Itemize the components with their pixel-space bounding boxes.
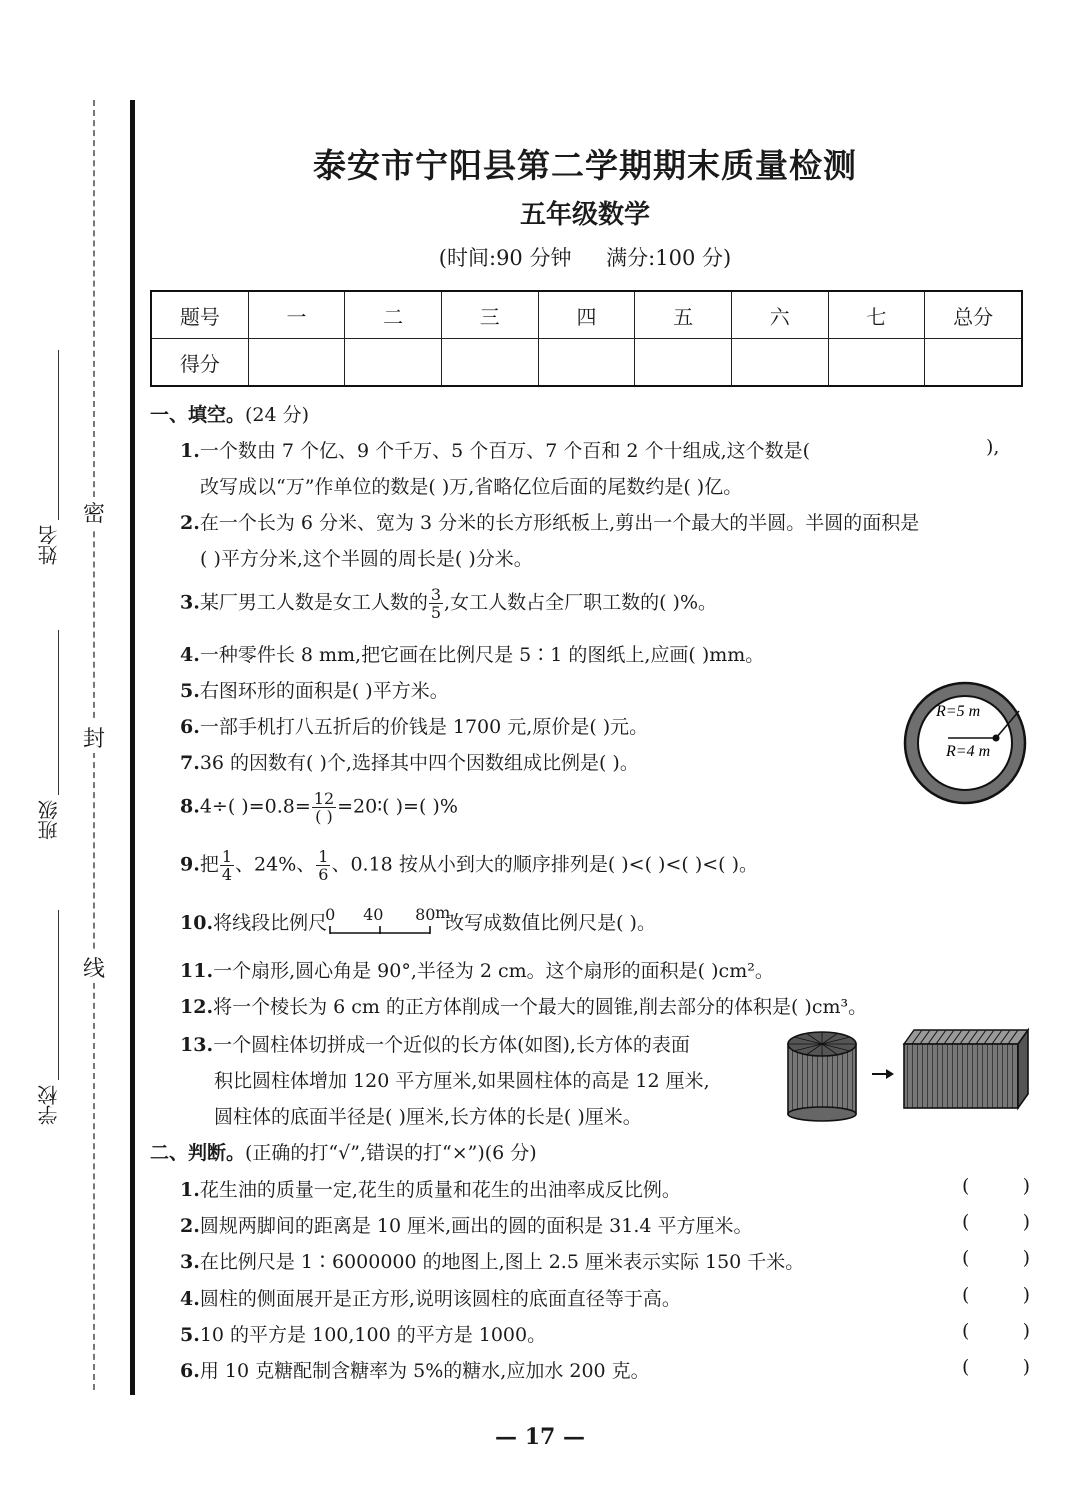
paren-close: ) [1022, 1247, 1030, 1269]
answer-blank[interactable] [962, 1356, 1030, 1378]
paren-close: ) [1022, 1356, 1030, 1378]
question-text: ,女工人数占全厂职工数的( )%。 [444, 591, 718, 614]
question-1-end: ), [986, 436, 1000, 458]
question-text: 一种零件长 8 mm,把它画在比例尺是 5∶1 的图纸上,应画( )mm。 [199, 644, 765, 666]
answer-blank[interactable] [962, 1284, 1030, 1306]
ring-outer-label: R=5 m [936, 703, 981, 720]
question-1-line1 [180, 436, 810, 463]
question-6 [180, 712, 648, 739]
question-3 [180, 586, 717, 621]
margin-rule [130, 100, 135, 1395]
question-text: 改写成数值比例尺是( )。 [445, 912, 656, 934]
fraction-denominator: ( ) [315, 807, 333, 826]
class-label: 班级 [37, 800, 61, 840]
paren-close: ) [1022, 1175, 1030, 1197]
score-cell: 四 [538, 291, 635, 339]
fraction [429, 586, 443, 621]
question-number: 6. [180, 1360, 200, 1382]
class-line [58, 630, 59, 795]
question-text: 将线段比例尺 [213, 912, 328, 934]
score-input-cell[interactable] [635, 339, 732, 387]
fraction-denominator: 6 [318, 865, 329, 884]
score-input-cell[interactable] [538, 339, 635, 387]
question-text: =20∶( )=( )% [337, 795, 458, 818]
question-text: 在一个长为 6 分米、宽为 3 分米的长方形纸板上,剪出一个最大的半圆。半圆的面积是 [199, 512, 920, 534]
school-label: 学校 [37, 1085, 61, 1125]
score-cell: 一 [248, 291, 345, 339]
paren-open: ( [962, 1356, 970, 1378]
scale-tick-label: 80 [415, 905, 436, 924]
judge-item-2 [180, 1211, 753, 1238]
question-number: 5. [180, 680, 200, 702]
question-text: 、24%、 [235, 853, 316, 876]
question-text: 36 的因数有( )个,选择其中四个因数组成比例是( )。 [199, 752, 639, 774]
question-text: 、0.18 按从小到大的顺序排列是( )<( )<( )<( )。 [331, 853, 759, 876]
question-number: 8. [180, 795, 200, 818]
answer-blank[interactable] [962, 1175, 1030, 1197]
question-text: 一部手机打八五折后的价钱是 1700 元,原价是( )元。 [199, 716, 649, 738]
answer-blank[interactable] [962, 1247, 1030, 1269]
section2-title: 二、判断。 [150, 1142, 246, 1164]
page-number: — 17 — [495, 1424, 585, 1450]
exam-time: (时间:90 分钟 [438, 246, 572, 270]
question-number: 10. [180, 912, 214, 934]
fraction-denominator: 5 [430, 603, 442, 622]
scale-bar [327, 923, 433, 935]
question-number: 2. [180, 1215, 200, 1237]
question-number: 2. [180, 512, 200, 534]
question-text: 把 [199, 853, 219, 876]
question-text: 一个圆柱体切拼成一个近似的长方体(如图),长方体的表面 [213, 1034, 690, 1056]
section2-points: (正确的打“√”,错误的打“×”)(6 分) [245, 1142, 537, 1164]
paren-open: ( [962, 1320, 970, 1342]
score-cell: 二 [345, 291, 442, 339]
question-1-line2: 改写成以“万”作单位的数是( )万,省略亿位后面的尾数约是( )亿。 [200, 476, 743, 498]
scale-unit: m [435, 903, 451, 922]
ring-figure [900, 678, 1030, 808]
section1-points: (24 分) [245, 404, 310, 426]
score-table [150, 290, 1023, 387]
question-number: 11. [180, 960, 214, 982]
question-text: 圆规两脚间的距离是 10 厘米,画出的圆的面积是 31.4 平方厘米。 [199, 1215, 753, 1237]
judge-item-6 [180, 1356, 650, 1383]
question-number: 6. [180, 716, 200, 738]
judge-item-4 [180, 1284, 681, 1311]
judge-item-5 [180, 1320, 546, 1347]
question-number: 1. [180, 440, 200, 462]
paren-close: ) [1022, 1284, 1030, 1306]
paren-close: ) [1022, 1320, 1030, 1342]
question-text: 一个数由 7 个亿、9 个千万、5 个百万、7 个百和 2 个十组成,这个数是( [199, 440, 811, 462]
question-text: 在比例尺是 1∶6000000 的地图上,图上 2.5 厘米表示实际 150 千米。 [199, 1251, 805, 1273]
fraction [316, 848, 330, 883]
fraction-numerator: 12 [313, 789, 335, 808]
judge-item-1 [180, 1175, 681, 1202]
answer-blank[interactable] [962, 1211, 1030, 1233]
question-9 [180, 848, 758, 883]
score-cell: 总分 [925, 291, 1022, 339]
judge-item-3 [180, 1247, 804, 1274]
question-text: 圆柱的侧面展开是正方形,说明该圆柱的底面直径等于高。 [199, 1288, 681, 1310]
question-text: 右图环形的面积是( )平方米。 [199, 680, 449, 702]
score-cell: 七 [828, 291, 925, 339]
fraction-denominator: 4 [221, 865, 233, 884]
question-11 [180, 956, 774, 983]
fraction-numerator: 3 [430, 585, 442, 604]
score-table-header-row [151, 291, 1022, 339]
paren-open: ( [962, 1247, 970, 1269]
question-number: 9. [180, 853, 200, 876]
exam-full-score: 满分:100 分) [606, 246, 732, 270]
question-4 [180, 640, 764, 667]
exam-info [150, 242, 1020, 272]
question-number: 5. [180, 1324, 200, 1346]
line-segment-scale [325, 903, 451, 935]
score-cell: 三 [441, 291, 538, 339]
question-number: 12. [180, 996, 214, 1018]
question-10 [180, 903, 656, 935]
school-line [58, 910, 59, 1080]
question-number: 4. [180, 644, 200, 666]
scale-tick-label: 40 [363, 905, 384, 924]
page-title: 泰安市宁阳县第二学期期末质量检测 [313, 146, 857, 185]
question-13-line1 [180, 1030, 690, 1057]
paren-close: ) [1022, 1211, 1030, 1233]
score-row-label: 得分 [151, 339, 248, 387]
paren-open: ( [962, 1211, 970, 1233]
score-cell: 六 [731, 291, 828, 339]
question-2-line1 [180, 508, 919, 535]
question-text: 用 10 克糖配制含糖率为 5%的糖水,应加水 200 克。 [199, 1360, 650, 1382]
question-number: 13. [180, 1034, 214, 1056]
cylinder-cuboid-figure [782, 1022, 1032, 1122]
question-text: 将一个棱长为 6 cm 的正方体削成一个最大的圆锥,削去部分的体积是( )cm³。 [213, 996, 868, 1018]
question-text: 花生油的质量一定,花生的质量和花生的出油率成反比例。 [199, 1179, 681, 1201]
question-number: 4. [180, 1288, 200, 1310]
question-text: 10 的平方是 100,100 的平方是 1000。 [199, 1324, 547, 1346]
question-text: 某厂男工人数是女工人数的 [199, 591, 428, 614]
score-input-cell[interactable] [345, 339, 442, 387]
fraction [220, 848, 234, 883]
question-number: 7. [180, 752, 200, 774]
score-cell: 五 [635, 291, 732, 339]
question-8 [180, 790, 458, 825]
question-number: 1. [180, 1179, 200, 1201]
question-text: 一个扇形,圆心角是 90°,半径为 2 cm。这个扇形的面积是( )cm²。 [213, 960, 774, 982]
question-5 [180, 676, 449, 703]
fraction [312, 790, 336, 825]
section1-heading [150, 400, 309, 427]
paren-open: ( [962, 1175, 970, 1197]
binding-char-xian: 线 [80, 952, 108, 983]
question-7 [180, 748, 639, 775]
score-input-cell[interactable] [828, 339, 925, 387]
question-number: 3. [180, 1251, 200, 1273]
score-input-cell[interactable] [248, 339, 345, 387]
name-line [58, 350, 59, 520]
paren-open: ( [962, 1284, 970, 1306]
question-12 [180, 992, 867, 1019]
question-2-line2: ( )平方分米,这个半圆的周长是( )分米。 [200, 548, 533, 570]
question-text: 4÷( )=0.8= [199, 795, 311, 818]
answer-blank[interactable] [962, 1320, 1030, 1342]
binding-char-mi: 密 [80, 497, 108, 528]
score-cell: 题号 [151, 291, 248, 339]
fraction-numerator: 1 [318, 847, 329, 866]
question-13-line3: 圆柱体的底面半径是( )厘米,长方体的长是( )厘米。 [214, 1106, 642, 1128]
name-label: 姓名 [37, 525, 61, 565]
fraction-numerator: 1 [221, 847, 233, 866]
page-subtitle: 五年级数学 [519, 200, 650, 230]
score-input-cell[interactable] [441, 339, 538, 387]
question-number: 3. [180, 591, 200, 614]
score-table-score-row [151, 339, 1022, 387]
section1-title: 一、填空。 [150, 404, 246, 426]
score-input-cell[interactable] [925, 339, 1022, 387]
ring-inner-label: R=4 m [946, 743, 991, 760]
question-13-line2: 积比圆柱体增加 120 平方厘米,如果圆柱体的高是 12 厘米, [214, 1070, 710, 1092]
scale-tick-label: 0 [325, 905, 336, 924]
section2-heading [150, 1138, 537, 1165]
score-input-cell[interactable] [731, 339, 828, 387]
binding-char-feng: 封 [80, 722, 108, 753]
